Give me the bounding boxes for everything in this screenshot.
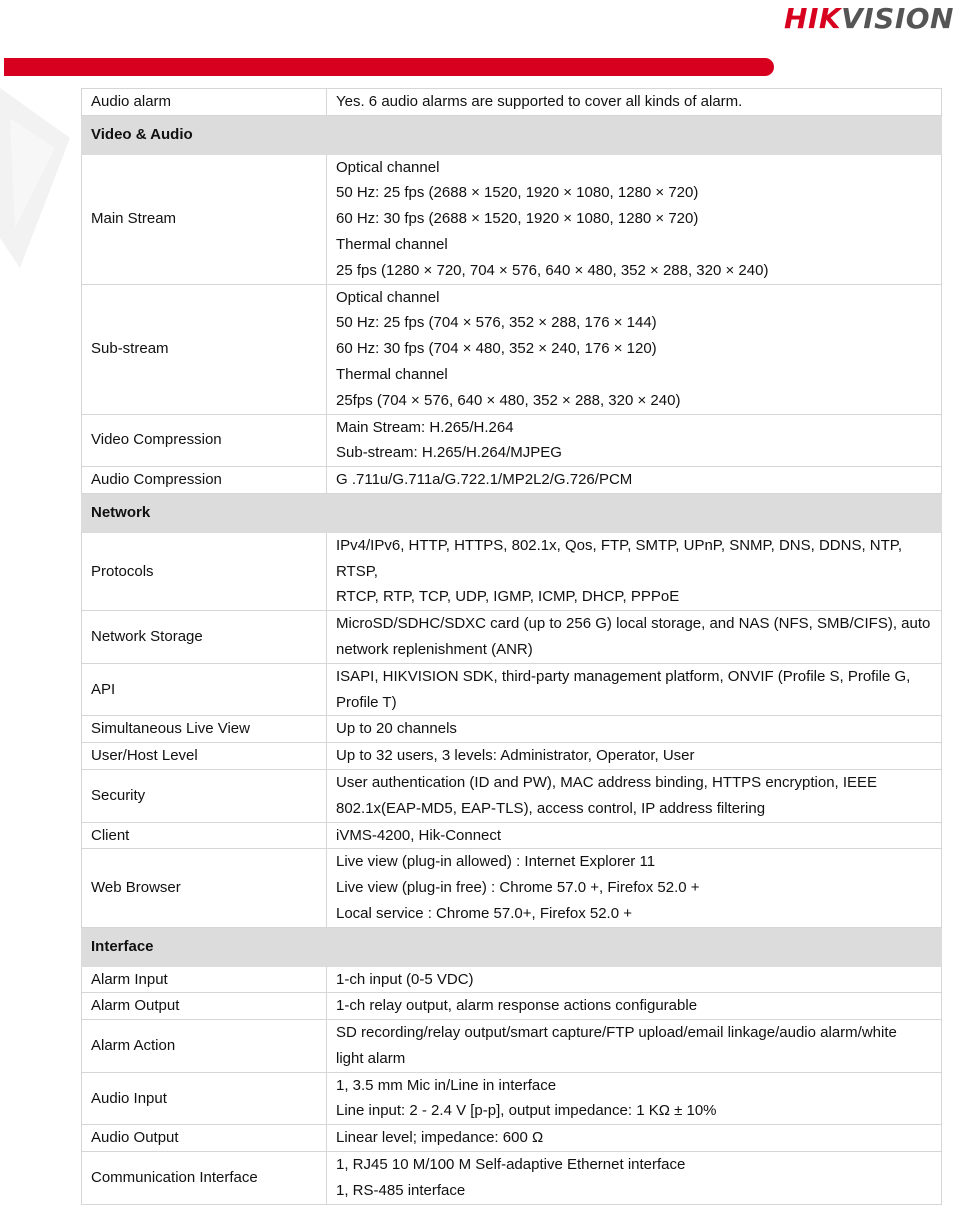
spec-value-line: Live view (plug-in allowed) : Internet Explorer 11	[336, 853, 656, 871]
spec-value-line: 1-ch input (0-5 VDC)	[336, 970, 474, 988]
section-title: Interface	[82, 927, 942, 966]
spec-value-line: Profile T)	[336, 693, 397, 711]
spec-row	[82, 822, 942, 849]
spec-label: User/Host Level	[82, 743, 327, 770]
spec-value	[327, 993, 942, 1020]
spec-value	[327, 284, 942, 414]
spec-value-line: Yes. 6 audio alarms are supported to cover all kinds of alarm.	[336, 93, 743, 110]
spec-value-line: 25fps (704 × 576, 640 × 480, 352 × 288, 320 × 240)	[336, 391, 681, 409]
spec-row	[82, 1152, 942, 1205]
spec-value-line: 1, RS-485 interface	[336, 1181, 466, 1199]
spec-value-line: Up to 20 channels	[336, 720, 457, 738]
spec-row	[82, 89, 942, 116]
spec-value-line: SD recording/relay output/smart capture/FTP upload/email linkage/audio alarm/white	[336, 1024, 897, 1042]
spec-label: Alarm Action	[82, 1020, 327, 1073]
spec-value-line: Thermal channel	[336, 235, 448, 253]
spec-row	[82, 849, 942, 927]
spec-value	[327, 1152, 942, 1205]
spec-label: Simultaneous Live View	[82, 716, 327, 743]
spec-value-line: 60 Hz: 30 fps (704 × 480, 352 × 240, 176 × 120)	[336, 340, 657, 358]
spec-label: Audio alarm	[82, 89, 327, 116]
spec-label: Audio Output	[82, 1125, 327, 1152]
spec-label: API	[82, 663, 327, 716]
spec-value-line: 50 Hz: 25 fps (2688 × 1520, 1920 × 1080, 1280 × 720)	[336, 184, 699, 202]
logo-vision-text: VISION	[841, 2, 954, 35]
spec-value-line: Optical channel	[336, 158, 440, 176]
header-red-bar	[4, 58, 774, 76]
spec-row	[82, 1125, 942, 1152]
spec-value-line: 1, 3.5 mm Mic in/Line in interface	[336, 1076, 557, 1094]
spec-row	[82, 1020, 942, 1073]
spec-value-line: Sub-stream: H.265/H.264/MJPEG	[336, 444, 562, 462]
spec-value	[327, 467, 942, 494]
spec-value-line: 1, RJ45 10 M/100 M Self-adaptive Ethernet interface	[336, 1156, 686, 1174]
watermark-shape	[0, 78, 80, 278]
spec-value	[327, 849, 942, 927]
spec-value-line: 25 fps (1280 × 720, 704 × 576, 640 × 480, 352 × 288, 320 × 240)	[336, 261, 769, 279]
spec-row	[82, 611, 942, 664]
spec-value	[327, 611, 942, 664]
spec-value-line: Optical channel	[336, 288, 440, 306]
spec-label: Client	[82, 822, 327, 849]
spec-value-line: Local service : Chrome 57.0+, Firefox 52.0 +	[336, 904, 632, 922]
spec-label: Protocols	[82, 532, 327, 610]
spec-row	[82, 1072, 942, 1125]
spec-value	[327, 663, 942, 716]
spec-label: Audio Compression	[82, 467, 327, 494]
spec-row	[82, 663, 942, 716]
spec-row	[82, 769, 942, 822]
spec-label: Network Storage	[82, 611, 327, 664]
spec-value	[327, 966, 942, 993]
spec-label: Audio Input	[82, 1072, 327, 1125]
spec-label: Security	[82, 769, 327, 822]
spec-row	[82, 993, 942, 1020]
spec-value-line: Main Stream: H.265/H.264	[336, 418, 514, 436]
spec-value-line: RTCP, RTP, TCP, UDP, IGMP, ICMP, DHCP, PPPoE	[336, 588, 680, 606]
section-header-row	[82, 115, 942, 154]
spec-row	[82, 743, 942, 770]
spec-value-line: 1-ch relay output, alarm response actions configurable	[336, 997, 698, 1015]
spec-value	[327, 89, 942, 116]
spec-value	[327, 1020, 942, 1073]
spec-value	[327, 1125, 942, 1152]
spec-row	[82, 532, 942, 610]
spec-value	[327, 822, 942, 849]
spec-row	[82, 716, 942, 743]
spec-value-line: User authentication (ID and PW), MAC address binding, HTTPS encryption, IEEE	[336, 773, 878, 791]
spec-value	[327, 743, 942, 770]
spec-label: Alarm Input	[82, 966, 327, 993]
spec-label: Communication Interface	[82, 1152, 327, 1205]
spec-value-line: light alarm	[336, 1049, 406, 1067]
spec-value-line: MicroSD/SDHC/SDXC card (up to 256 G) local storage, and NAS (NFS, SMB/CIFS), auto	[336, 615, 931, 633]
section-header-row	[82, 493, 942, 532]
spec-value-line: IPv4/IPv6, HTTP, HTTPS, 802.1x, Qos, FTP, SMTP, UPnP, SNMP, DNS, DDNS, NTP, RTSP,	[336, 536, 903, 580]
spec-label: Sub-stream	[82, 284, 327, 414]
spec-value-line: Linear level; impedance: 600 Ω	[336, 1129, 544, 1147]
hikvision-logo	[784, 2, 954, 35]
spec-value	[327, 532, 942, 610]
spec-value	[327, 716, 942, 743]
spec-row	[82, 154, 942, 284]
spec-value-line: 802.1x(EAP-MD5, EAP-TLS), access control, IP address filtering	[336, 799, 766, 817]
spec-value-line: 50 Hz: 25 fps (704 × 576, 352 × 288, 176 × 144)	[336, 314, 657, 332]
spec-value-line: Up to 32 users, 3 levels: Administrator, Operator, User	[336, 747, 695, 765]
spec-value-line: Live view (plug-in free) : Chrome 57.0 +, Firefox 52.0 +	[336, 879, 700, 897]
spec-value	[327, 414, 942, 467]
spec-value-line: 60 Hz: 30 fps (2688 × 1520, 1920 × 1080, 1280 × 720)	[336, 210, 699, 228]
spec-value-line: iVMS-4200, Hik-Connect	[336, 826, 502, 844]
spec-value	[327, 769, 942, 822]
section-title: Network	[82, 493, 942, 532]
spec-label: Web Browser	[82, 849, 327, 927]
spec-row	[82, 284, 942, 414]
spec-value-line: network replenishment (ANR)	[336, 640, 533, 658]
section-title: Video & Audio	[82, 115, 942, 154]
spec-label: Alarm Output	[82, 993, 327, 1020]
spec-row	[82, 966, 942, 993]
spec-table-body	[82, 89, 942, 1205]
logo-hik-text: HIK	[784, 2, 842, 35]
spec-value	[327, 154, 942, 284]
spec-table	[81, 88, 942, 1205]
spec-value-line: Thermal channel	[336, 365, 448, 383]
section-header-row	[82, 927, 942, 966]
spec-value-line: Line input: 2 - 2.4 V [p-p], output impedance: 1 KΩ ± 10%	[336, 1102, 717, 1120]
spec-value-line: ISAPI, HIKVISION SDK, third-party management platform, ONVIF (Profile S, Profile G,	[336, 667, 911, 685]
spec-row	[82, 414, 942, 467]
spec-value-line: G .711u/G.711a/G.722.1/MP2L2/G.726/PCM	[336, 471, 633, 489]
spec-value	[327, 1072, 942, 1125]
spec-label: Main Stream	[82, 154, 327, 284]
spec-row	[82, 467, 942, 494]
spec-label: Video Compression	[82, 414, 327, 467]
